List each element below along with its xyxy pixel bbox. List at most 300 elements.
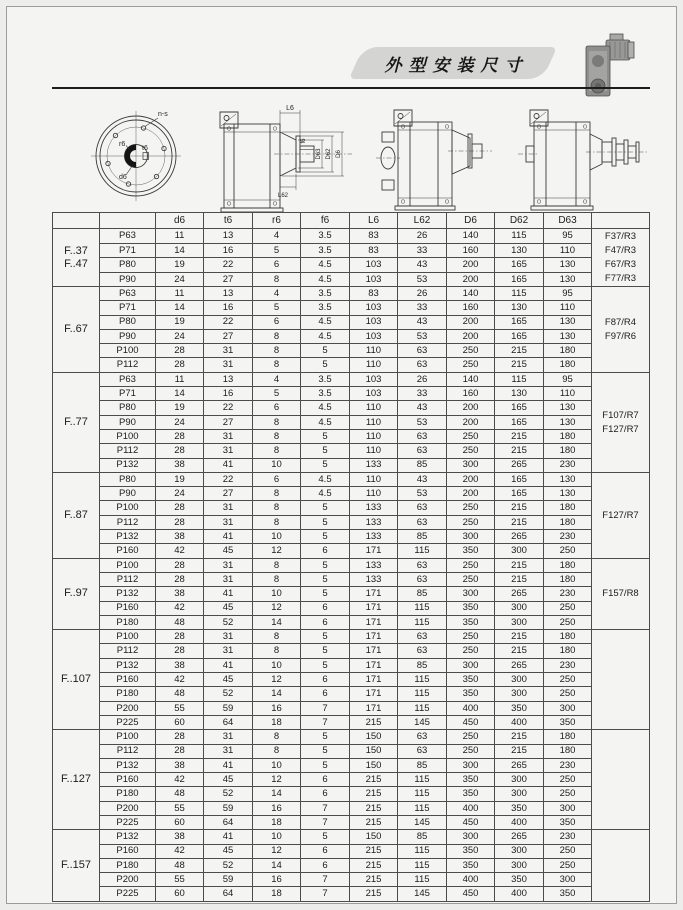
dim-value-cell: 52 (204, 615, 253, 629)
dim-value-cell: 22 (204, 315, 253, 329)
table-row (53, 744, 650, 758)
dim-value-cell: 130 (495, 387, 544, 401)
label-L62: L62 (278, 193, 289, 199)
dim-value-cell: 140 (447, 229, 495, 244)
dim-value-cell: 103 (350, 272, 398, 287)
table-row (53, 515, 650, 529)
dim-value-cell: 4.5 (301, 401, 350, 415)
dim-value-cell: 300 (544, 873, 592, 887)
label-D6: D6 (336, 150, 342, 158)
motor-size-cell: P160 (100, 601, 156, 615)
dim-value-cell: 133 (350, 530, 398, 544)
dim-value-cell: 115 (495, 229, 544, 244)
dim-value-cell: 133 (350, 501, 398, 515)
motor-size-cell: P180 (100, 615, 156, 629)
dim-value-cell: 45 (204, 773, 253, 787)
dim-value-cell: 8 (253, 644, 301, 658)
dim-value-cell: 250 (544, 673, 592, 687)
dim-value-cell: 41 (204, 830, 253, 844)
dim-value-cell: 350 (544, 815, 592, 829)
header-cell: D63 (544, 213, 592, 229)
dim-value-cell: 64 (204, 715, 253, 729)
dim-value-cell: 38 (156, 658, 204, 672)
header-cell: d6 (156, 213, 204, 229)
dim-value-cell: 171 (350, 687, 398, 701)
header-cell: L6 (350, 213, 398, 229)
dim-value-cell: 22 (204, 401, 253, 415)
dim-value-cell: 95 (544, 287, 592, 301)
dim-value-cell: 83 (350, 287, 398, 301)
motor-size-cell: P63 (100, 372, 156, 386)
dim-value-cell: 38 (156, 458, 204, 472)
dim-value-cell: 300 (495, 544, 544, 558)
dim-value-cell: 215 (350, 844, 398, 858)
dim-value-cell: 5 (301, 658, 350, 672)
dim-value-cell: 14 (156, 301, 204, 315)
page-title: 外型安装尺寸 (384, 55, 529, 75)
dim-value-cell: 250 (447, 572, 495, 586)
motor-size-cell: P112 (100, 358, 156, 372)
dim-value-cell: 4.5 (301, 472, 350, 486)
table-row (53, 287, 650, 301)
dim-value-cell: 350 (447, 844, 495, 858)
dimension-table (52, 212, 650, 902)
dim-value-cell: 14 (156, 243, 204, 258)
dim-value-cell: 5 (253, 243, 301, 258)
dim-value-cell: 171 (350, 587, 398, 601)
dim-value-cell: 110 (544, 243, 592, 258)
dim-value-cell: 38 (156, 758, 204, 772)
dim-value-cell: 180 (544, 501, 592, 515)
dim-value-cell: 215 (495, 444, 544, 458)
gearmotor-photo (580, 30, 638, 100)
dim-value-cell: 63 (398, 358, 447, 372)
label-t6: t6 (142, 145, 148, 152)
motor-size-cell: P200 (100, 873, 156, 887)
motor-size-cell: P112 (100, 515, 156, 529)
dim-value-cell: 19 (156, 401, 204, 415)
dim-value-cell: 110 (544, 387, 592, 401)
dim-value-cell: 7 (301, 887, 350, 901)
ratio-note-cell: F37/R3 F47/R3 F67/R3 F77/R3 (592, 229, 650, 287)
dim-value-cell: 215 (495, 630, 544, 644)
dim-value-cell: 31 (204, 572, 253, 586)
dim-value-cell: 250 (544, 601, 592, 615)
dim-value-cell: 4.5 (301, 415, 350, 429)
dim-value-cell: 300 (495, 844, 544, 858)
dim-value-cell: 3.5 (301, 229, 350, 244)
dim-value-cell: 230 (544, 658, 592, 672)
dim-value-cell: 42 (156, 601, 204, 615)
dim-value-cell: 130 (544, 329, 592, 343)
dim-value-cell: 350 (447, 544, 495, 558)
dim-value-cell: 165 (495, 472, 544, 486)
dim-value-cell: 250 (447, 730, 495, 744)
dim-value-cell: 6 (301, 673, 350, 687)
dim-value-cell: 300 (544, 801, 592, 815)
ratio-note-cell (592, 730, 650, 830)
group-label-cell: F..107 (53, 630, 100, 730)
group-label-cell: F..157 (53, 830, 100, 901)
dim-value-cell: 300 (495, 673, 544, 687)
dim-value-cell: 18 (253, 715, 301, 729)
table-row (53, 415, 650, 429)
dim-value-cell: 59 (204, 873, 253, 887)
dim-value-cell: 300 (495, 773, 544, 787)
dim-value-cell: 250 (544, 687, 592, 701)
dim-value-cell: 133 (350, 515, 398, 529)
dim-value-cell: 130 (544, 487, 592, 501)
dim-value-cell: 28 (156, 558, 204, 572)
table-row (53, 587, 650, 601)
group-label-cell: F..67 (53, 287, 100, 373)
dim-value-cell: 28 (156, 429, 204, 443)
motor-size-cell: P132 (100, 458, 156, 472)
table-row (53, 887, 650, 901)
dim-value-cell: 14 (253, 858, 301, 872)
dim-value-cell: 19 (156, 315, 204, 329)
dim-value-cell: 130 (544, 272, 592, 287)
dim-value-cell: 31 (204, 515, 253, 529)
dim-value-cell: 150 (350, 730, 398, 744)
table-row (53, 229, 650, 244)
header-cell: r6 (253, 213, 301, 229)
dim-value-cell: 130 (544, 415, 592, 429)
dim-value-cell: 5 (301, 501, 350, 515)
dim-value-cell: 63 (398, 730, 447, 744)
dim-value-cell: 200 (447, 415, 495, 429)
dim-value-cell: 41 (204, 587, 253, 601)
dim-value-cell: 28 (156, 572, 204, 586)
dim-value-cell: 10 (253, 530, 301, 544)
ratio-note-cell: F107/R7 F127/R7 (592, 372, 650, 472)
ratio-note-cell (592, 630, 650, 730)
table-row (53, 673, 650, 687)
motor-size-cell: P71 (100, 301, 156, 315)
table-row (53, 243, 650, 258)
dim-value-cell: 33 (398, 301, 447, 315)
dim-value-cell: 4.5 (301, 258, 350, 273)
dim-value-cell: 171 (350, 701, 398, 715)
dim-value-cell: 59 (204, 801, 253, 815)
motor-size-cell: P63 (100, 287, 156, 301)
dim-value-cell: 450 (447, 815, 495, 829)
dim-value-cell: 85 (398, 658, 447, 672)
dim-value-cell: 41 (204, 530, 253, 544)
dim-value-cell: 38 (156, 830, 204, 844)
dim-value-cell: 230 (544, 530, 592, 544)
dim-value-cell: 6 (253, 258, 301, 273)
label-L6: L6 (286, 105, 294, 112)
table-row (53, 387, 650, 401)
dim-value-cell: 165 (495, 487, 544, 501)
dim-value-cell: 103 (350, 315, 398, 329)
motor-size-cell: P112 (100, 444, 156, 458)
motor-size-cell: P100 (100, 630, 156, 644)
dim-value-cell: 4.5 (301, 315, 350, 329)
motor-size-cell: P90 (100, 272, 156, 287)
dim-value-cell: 250 (544, 544, 592, 558)
dim-value-cell: 45 (204, 844, 253, 858)
dim-value-cell: 400 (447, 873, 495, 887)
dim-value-cell: 63 (398, 429, 447, 443)
dim-value-cell: 43 (398, 315, 447, 329)
dim-value-cell: 16 (253, 801, 301, 815)
dim-value-cell: 6 (301, 544, 350, 558)
dim-value-cell: 250 (447, 358, 495, 372)
dim-value-cell: 130 (544, 315, 592, 329)
dim-value-cell: 7 (301, 715, 350, 729)
header-rule (52, 87, 650, 89)
dim-value-cell: 180 (544, 358, 592, 372)
dim-value-cell: 8 (253, 344, 301, 358)
dim-value-cell: 14 (253, 615, 301, 629)
dim-value-cell: 55 (156, 701, 204, 715)
dim-value-cell: 7 (301, 815, 350, 829)
dim-value-cell: 8 (253, 429, 301, 443)
dim-value-cell: 28 (156, 501, 204, 515)
dim-value-cell: 27 (204, 329, 253, 343)
dim-value-cell: 95 (544, 372, 592, 386)
dim-value-cell: 180 (544, 344, 592, 358)
dim-value-cell: 300 (447, 758, 495, 772)
dim-value-cell: 300 (495, 787, 544, 801)
dim-value-cell: 215 (495, 558, 544, 572)
dim-value-cell: 3.5 (301, 301, 350, 315)
motor-size-cell: P132 (100, 530, 156, 544)
dim-value-cell: 250 (447, 515, 495, 529)
dim-value-cell: 45 (204, 544, 253, 558)
dim-value-cell: 165 (495, 315, 544, 329)
dim-value-cell: 103 (350, 387, 398, 401)
dim-value-cell: 12 (253, 601, 301, 615)
dim-value-cell: 3.5 (301, 372, 350, 386)
dim-value-cell: 110 (350, 429, 398, 443)
dim-value-cell: 63 (398, 515, 447, 529)
header-cell: L62 (398, 213, 447, 229)
dim-value-cell: 18 (253, 815, 301, 829)
table-row (53, 787, 650, 801)
dim-value-cell: 4.5 (301, 329, 350, 343)
dim-value-cell: 350 (447, 773, 495, 787)
dim-value-cell: 110 (350, 472, 398, 486)
motor-size-cell: P132 (100, 758, 156, 772)
dim-value-cell: 83 (350, 243, 398, 258)
dim-value-cell: 28 (156, 444, 204, 458)
dim-value-cell: 31 (204, 444, 253, 458)
dim-value-cell: 42 (156, 544, 204, 558)
table-row (53, 572, 650, 586)
dim-value-cell: 12 (253, 544, 301, 558)
motor-size-cell: P80 (100, 401, 156, 415)
dim-value-cell: 103 (350, 329, 398, 343)
dim-value-cell: 60 (156, 815, 204, 829)
table-row (53, 487, 650, 501)
dim-value-cell: 200 (447, 258, 495, 273)
dim-value-cell: 250 (544, 773, 592, 787)
motor-size-cell: P80 (100, 315, 156, 329)
dim-value-cell: 5 (301, 630, 350, 644)
motor-size-cell: P100 (100, 501, 156, 515)
dim-value-cell: 180 (544, 730, 592, 744)
dim-value-cell: 350 (447, 673, 495, 687)
dim-value-cell: 33 (398, 243, 447, 258)
table-row (53, 344, 650, 358)
dim-value-cell: 48 (156, 787, 204, 801)
dim-value-cell: 230 (544, 587, 592, 601)
dim-value-cell: 110 (350, 344, 398, 358)
dim-value-cell: 250 (544, 787, 592, 801)
dim-value-cell: 85 (398, 758, 447, 772)
dim-value-cell: 250 (447, 558, 495, 572)
dim-value-cell: 63 (398, 344, 447, 358)
dim-value-cell: 150 (350, 744, 398, 758)
dim-value-cell: 5 (253, 387, 301, 401)
dim-value-cell: 6 (253, 472, 301, 486)
table-row (53, 530, 650, 544)
dim-value-cell: 110 (350, 415, 398, 429)
dim-value-cell: 180 (544, 515, 592, 529)
motor-size-cell: P132 (100, 830, 156, 844)
dim-value-cell: 103 (350, 372, 398, 386)
group-label-cell: F..97 (53, 558, 100, 629)
dim-value-cell: 22 (204, 472, 253, 486)
dim-value-cell: 5 (301, 344, 350, 358)
table-row (53, 301, 650, 315)
motor-size-cell: P225 (100, 815, 156, 829)
dim-value-cell: 63 (398, 572, 447, 586)
dim-value-cell: 6 (301, 687, 350, 701)
dim-value-cell: 200 (447, 329, 495, 343)
dim-value-cell: 215 (495, 515, 544, 529)
motor-size-cell: P112 (100, 644, 156, 658)
dim-value-cell: 13 (204, 372, 253, 386)
ratio-note-cell: F127/R7 (592, 472, 650, 558)
dim-value-cell: 24 (156, 415, 204, 429)
dim-value-cell: 43 (398, 401, 447, 415)
dim-value-cell: 8 (253, 630, 301, 644)
dim-value-cell: 27 (204, 415, 253, 429)
dim-value-cell: 5 (301, 644, 350, 658)
dim-value-cell: 64 (204, 887, 253, 901)
table-row (53, 830, 650, 844)
dim-value-cell: 115 (398, 601, 447, 615)
dim-value-cell: 300 (495, 687, 544, 701)
dim-value-cell: 16 (253, 701, 301, 715)
table-row (53, 401, 650, 415)
dim-value-cell: 140 (447, 372, 495, 386)
dim-value-cell: 38 (156, 587, 204, 601)
drawing-dimension-view (210, 96, 360, 214)
dim-value-cell: 400 (495, 887, 544, 901)
dim-value-cell: 83 (350, 229, 398, 244)
table-row (53, 429, 650, 443)
dim-value-cell: 31 (204, 630, 253, 644)
dim-value-cell: 31 (204, 429, 253, 443)
dim-value-cell: 171 (350, 601, 398, 615)
dim-value-cell: 55 (156, 801, 204, 815)
dim-value-cell: 215 (350, 787, 398, 801)
dim-value-cell: 350 (447, 687, 495, 701)
group-label-cell: F..87 (53, 472, 100, 558)
dim-value-cell: 250 (447, 630, 495, 644)
dim-value-cell: 5 (301, 730, 350, 744)
dim-value-cell: 250 (447, 644, 495, 658)
dim-value-cell: 350 (544, 715, 592, 729)
dim-value-cell: 7 (301, 801, 350, 815)
dim-value-cell: 22 (204, 258, 253, 273)
motor-size-cell: P160 (100, 544, 156, 558)
dim-value-cell: 28 (156, 644, 204, 658)
dim-value-cell: 165 (495, 415, 544, 429)
motor-size-cell: P160 (100, 673, 156, 687)
dim-value-cell: 42 (156, 844, 204, 858)
table-row (53, 601, 650, 615)
motor-size-cell: P132 (100, 658, 156, 672)
dim-value-cell: 215 (495, 358, 544, 372)
dim-value-cell: 14 (156, 387, 204, 401)
dim-value-cell: 28 (156, 730, 204, 744)
motor-size-cell: P200 (100, 701, 156, 715)
dim-value-cell: 250 (544, 858, 592, 872)
table-header-row (53, 213, 650, 229)
motor-size-cell: P225 (100, 715, 156, 729)
dim-value-cell: 180 (544, 429, 592, 443)
dim-value-cell: 14 (253, 687, 301, 701)
dim-value-cell: 115 (398, 773, 447, 787)
dim-value-cell: 8 (253, 444, 301, 458)
dim-value-cell: 110 (350, 401, 398, 415)
dim-value-cell: 53 (398, 329, 447, 343)
dim-value-cell: 160 (447, 387, 495, 401)
dim-value-cell: 24 (156, 487, 204, 501)
dim-value-cell: 52 (204, 687, 253, 701)
dim-value-cell: 11 (156, 229, 204, 244)
dim-value-cell: 16 (204, 243, 253, 258)
dim-value-cell: 180 (544, 558, 592, 572)
table-row (53, 858, 650, 872)
ratio-note-cell: F87/R4 F97/R6 (592, 287, 650, 373)
dim-value-cell: 14 (253, 787, 301, 801)
header-cell (592, 213, 650, 229)
dim-value-cell: 31 (204, 644, 253, 658)
dim-value-cell: 250 (447, 744, 495, 758)
dim-value-cell: 350 (544, 887, 592, 901)
dim-value-cell: 165 (495, 401, 544, 415)
dim-value-cell: 115 (495, 372, 544, 386)
dim-value-cell: 45 (204, 673, 253, 687)
table-row (53, 658, 650, 672)
dim-value-cell: 4.5 (301, 272, 350, 287)
dim-value-cell: 5 (301, 830, 350, 844)
dim-value-cell: 6 (301, 773, 350, 787)
dim-value-cell: 5 (301, 444, 350, 458)
dim-value-cell: 53 (398, 415, 447, 429)
dim-value-cell: 11 (156, 287, 204, 301)
dim-value-cell: 300 (447, 830, 495, 844)
dim-value-cell: 12 (253, 773, 301, 787)
table-row (53, 615, 650, 629)
dim-value-cell: 165 (495, 272, 544, 287)
dim-value-cell: 115 (495, 287, 544, 301)
dim-value-cell: 8 (253, 730, 301, 744)
dim-value-cell: 3.5 (301, 287, 350, 301)
dim-value-cell: 38 (156, 530, 204, 544)
dim-value-cell: 42 (156, 673, 204, 687)
dim-value-cell: 400 (447, 701, 495, 715)
dim-value-cell: 400 (495, 715, 544, 729)
dim-value-cell: 115 (398, 673, 447, 687)
